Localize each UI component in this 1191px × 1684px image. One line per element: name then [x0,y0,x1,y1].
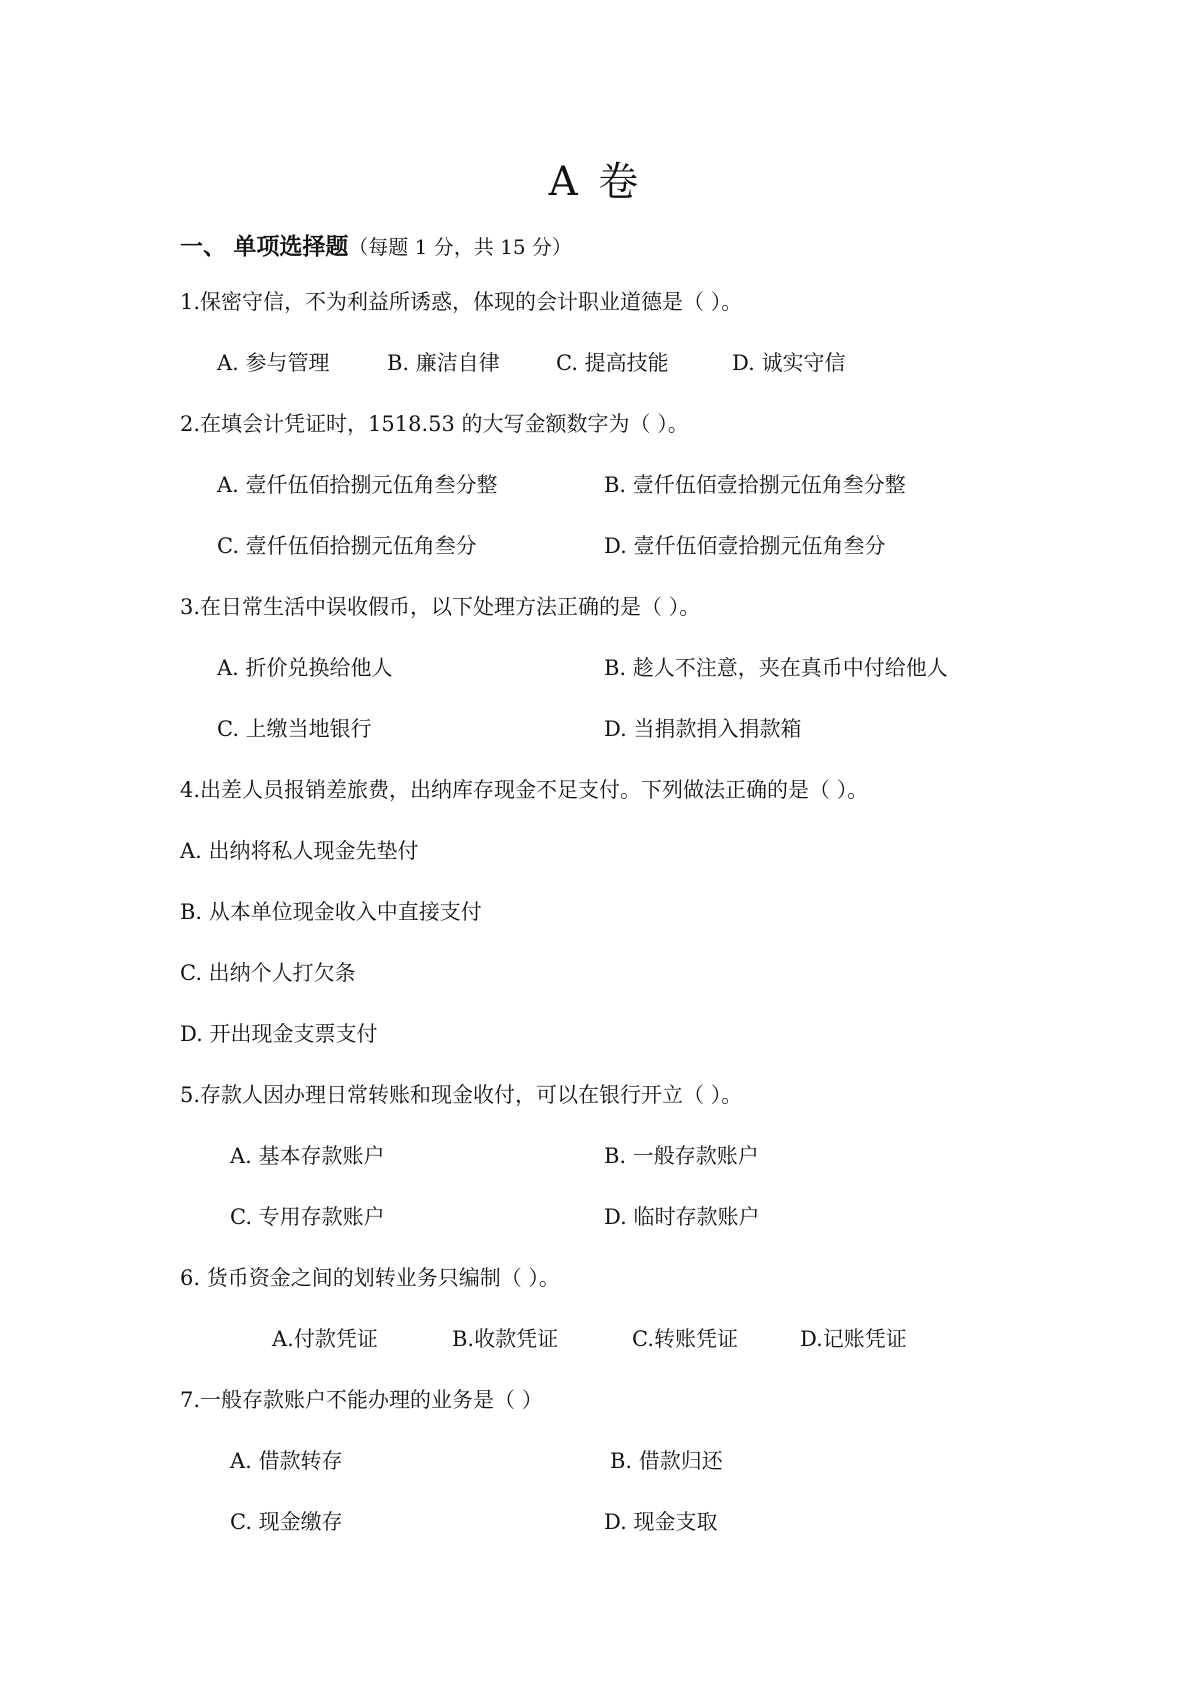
question-5-stem: 5.存款人因办理日常转账和现金收付，可以在银行开立（ ）。 [180,1083,743,1107]
question-1-stem: 1.保密守信，不为利益所诱惑，体现的会计职业道德是（ ）。 [180,290,743,314]
question-7-option-b: B. 借款归还 [610,1449,723,1473]
question-3-option-b: B. 趁人不注意，夹在真币中付给他人 [604,656,948,680]
section-heading [180,228,572,261]
question-2-option-b: B. 壹仟伍佰壹拾捌元伍角叁分整 [604,473,906,497]
question-6-option-b: B.收款凭证 [452,1327,559,1351]
section-number: 一、 [180,233,226,260]
question-1-option-d: D. 诚实守信 [732,351,846,375]
question-7-stem: 7.一般存款账户不能办理的业务是（ ） [180,1388,543,1412]
section-name: 单项选择题 [233,233,349,260]
question-3-option-c: C. 上缴当地银行 [217,717,372,741]
question-1-option-b: B. 廉洁自律 [387,351,500,375]
question-4-stem: 4.出差人员报销差旅费，出纳库存现金不足支付。下列做法正确的是（ ）。 [180,778,869,802]
question-4-option-c: C. 出纳个人打欠条 [180,961,356,985]
question-3-option-d: D. 当捐款捐入捐款箱 [604,717,802,741]
question-1-option-a: A. 参与管理 [217,351,330,375]
question-6-option-d: D.记账凭证 [800,1327,907,1351]
section-note: （每题 1 分，共 15 分） [348,235,572,259]
question-2-option-d: D. 壹仟伍佰壹拾捌元伍角叁分 [604,534,886,558]
question-7-option-a: A. 借款转存 [230,1449,343,1473]
question-5-option-c: C. 专用存款账户 [230,1205,385,1229]
question-3-option-a: A. 折价兑换给他人 [217,656,393,680]
paper-title: A 卷 [548,159,643,205]
question-7-option-d: D. 现金支取 [604,1510,718,1534]
question-4-option-d: D. 开出现金支票支付 [180,1022,378,1046]
question-2-stem: 2.在填会计凭证时，1518.53 的大写金额数字为（ ）。 [180,412,689,436]
question-6-option-a: A.付款凭证 [272,1327,378,1351]
question-5-option-a: A. 基本存款账户 [230,1144,385,1168]
question-5-option-d: D. 临时存款账户 [604,1205,760,1229]
question-3-stem: 3.在日常生活中误收假币，以下处理方法正确的是（ ）。 [180,595,701,619]
question-5-option-b: B. 一般存款账户 [604,1144,759,1168]
question-6-option-c: C.转账凭证 [632,1327,738,1351]
question-2-option-c: C. 壹仟伍佰拾捌元伍角叁分 [217,534,477,558]
question-1-option-c: C. 提高技能 [556,351,669,375]
question-6-stem: 6. 货币资金之间的划转业务只编制（ ）。 [180,1266,560,1290]
question-4-option-b: B. 从本单位现金收入中直接支付 [180,900,482,924]
question-4-option-a: A. 出纳将私人现金先垫付 [180,839,419,863]
question-7-option-c: C. 现金缴存 [230,1510,343,1534]
question-2-option-a: A. 壹仟伍佰拾捌元伍角叁分整 [217,473,498,497]
